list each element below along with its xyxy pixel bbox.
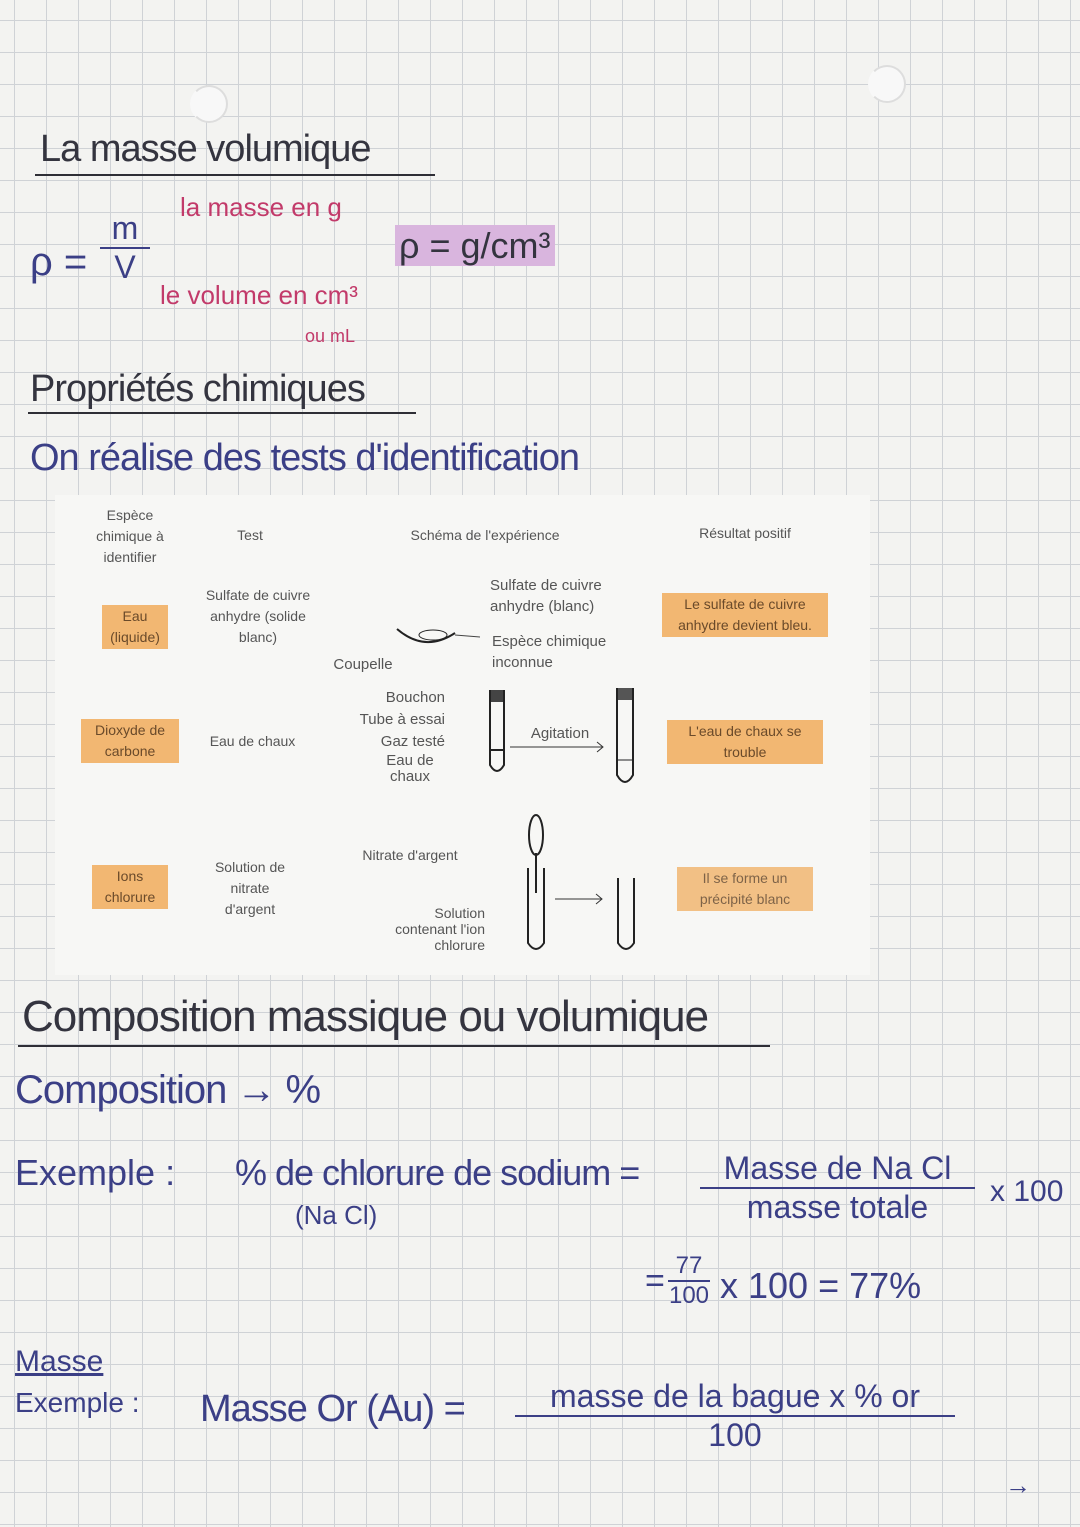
composition-line: Composition → %: [15, 1068, 321, 1112]
calc-numerator: 77: [675, 1252, 703, 1279]
label: Agitation: [530, 725, 590, 742]
header-species: Espèce chimique à identifier: [96, 507, 164, 565]
example-label: Exemple :: [15, 1152, 176, 1193]
row-test: Sulfate de cuivre anhydre (solide blanc): [205, 587, 311, 645]
fraction-denominator: masse totale: [746, 1189, 929, 1225]
dropper-diagram: [520, 813, 650, 958]
title-underline: [18, 1045, 770, 1047]
denominator: V: [114, 249, 136, 285]
note-volume-alt: ou mL: [305, 326, 356, 346]
label: Espèce chimique inconnue: [492, 633, 607, 671]
formula-lhs: ρ =: [30, 240, 88, 284]
label: Nitrate d'argent: [362, 847, 458, 863]
calc-eq: =: [645, 1262, 665, 1300]
title-underline: [28, 412, 416, 414]
row-result: Le sulfate de cuivre anhydre devient bleu.: [660, 593, 830, 637]
times-100: x 100: [990, 1175, 1064, 1208]
row-species: Dioxyde de carbone: [80, 719, 180, 763]
numerator: m: [111, 210, 139, 246]
cup-diagram: [395, 623, 485, 653]
identification-tests-table: [55, 495, 870, 975]
fraction-numerator: masse de la bague x % or: [550, 1378, 920, 1414]
row-species: Eau (liquide): [85, 605, 185, 649]
section-title-proprietes: Propriétés chimiques: [30, 368, 365, 410]
composition-fraction: [700, 1150, 975, 1226]
intro-text: On réalise des tests d'identification: [30, 437, 580, 479]
example-lhs: % de chlorure de sodium =: [235, 1152, 640, 1193]
label: Solution contenant l'ion chlorure: [395, 905, 485, 953]
calc-result: x 100 = 77%: [720, 1265, 922, 1306]
note-mass: la masse en g: [180, 192, 342, 222]
calc-denominator: 100: [668, 1282, 710, 1309]
row-result: L'eau de chaux se trouble: [660, 720, 830, 764]
row-test: Solution de nitrate d'argent: [214, 859, 286, 917]
row-result: Il se forme un précipité blanc: [665, 867, 825, 911]
header-test: Test: [237, 527, 263, 543]
gold-mass-fraction: [515, 1378, 955, 1454]
density-fraction: [100, 210, 150, 286]
section-title-composition: Composition massique ou volumique: [22, 992, 709, 1041]
row-test: Eau de chaux: [209, 733, 296, 749]
title-underline: [35, 174, 435, 176]
unit-formula: [395, 225, 555, 267]
header-result: Résultat positif: [699, 525, 791, 541]
binder-hole-right: [868, 65, 906, 103]
section-title-masse: Masse: [15, 1345, 104, 1378]
fraction-numerator: Masse de Na Cl: [723, 1150, 952, 1186]
label: Sulfate de cuivre anhydre (blanc): [490, 577, 602, 615]
fraction-denominator: 100: [708, 1417, 762, 1453]
label: Bouchon: [385, 689, 445, 706]
note-volume: le volume en cm³: [160, 280, 358, 310]
calc-fraction: [668, 1252, 710, 1310]
label: Eau de chaux: [386, 752, 434, 785]
binder-hole-left: [190, 85, 228, 123]
section-title-masse-volumique: La masse volumique: [40, 128, 371, 170]
example-label: Exemple :: [15, 1387, 140, 1418]
row-species: Ions chlorure: [80, 865, 180, 909]
label: Gaz testé: [380, 733, 445, 750]
unit-text: ρ = g/cm³: [395, 225, 555, 266]
label: Tube à essai: [359, 711, 445, 728]
example-formula: (Na Cl): [295, 1200, 378, 1230]
gold-mass-lhs: Masse Or (Au) =: [200, 1388, 465, 1430]
label: Coupelle: [333, 656, 393, 673]
next-page-arrow-icon: →: [1005, 1470, 1031, 1500]
header-schema: Schéma de l'expérience: [410, 527, 560, 543]
